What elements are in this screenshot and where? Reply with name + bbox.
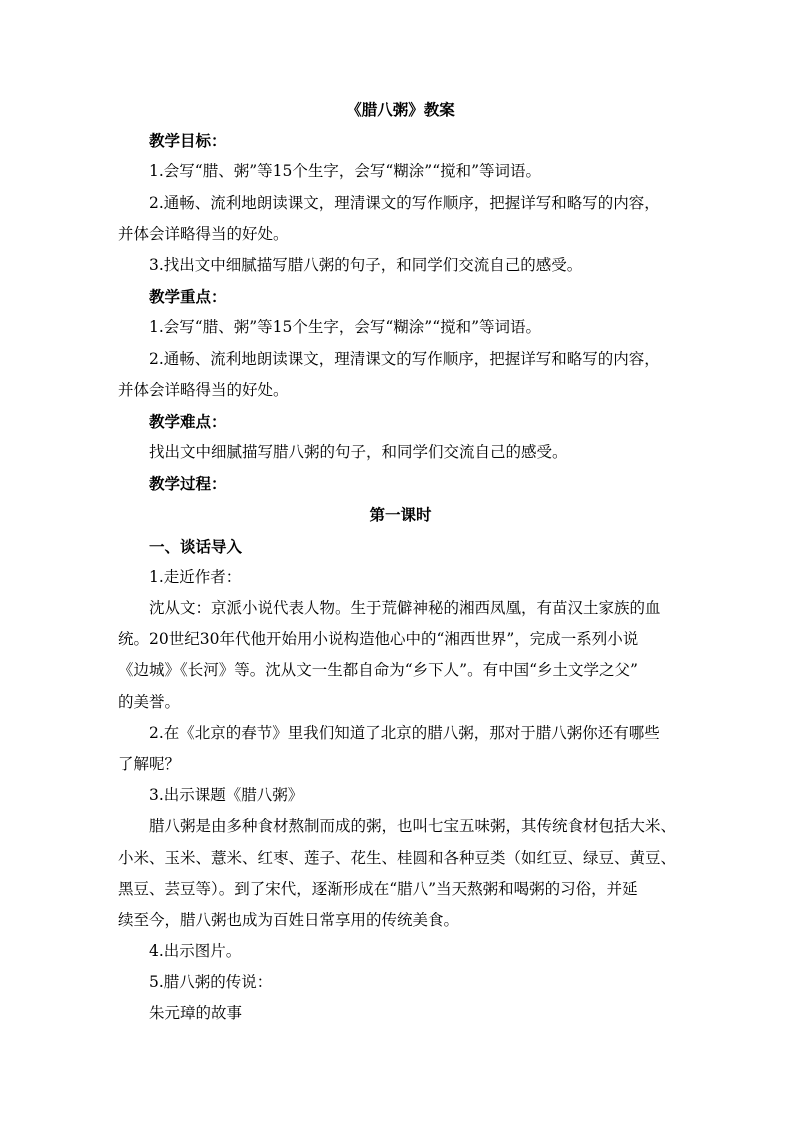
step-2-line-1: 2.在《北京的春节》里我们知道了北京的腊八粥，那对于腊八粥你还有哪些: [149, 723, 660, 742]
author-paragraph-line-1: 沈从文：京派小说代表人物。生于荒僻神秘的湘西凤凰，有苗汉土家族的血: [149, 599, 661, 617]
process-heading: 教学过程：: [149, 474, 227, 494]
intro-paragraph-line-3: 黑豆、芸豆等）。到了宋代，逐渐形成在“腊八”当天熬粥和喝粥的习俗，并延: [118, 879, 638, 898]
lesson-heading: 第一课时: [369, 505, 432, 525]
intro-paragraph-line-4: 续至今，腊八粥也成为百姓日常享用的传统美食。: [118, 910, 460, 929]
legend-title: 朱元璋的故事: [149, 1004, 243, 1023]
objectives-item-2-line-2: 并体会详略得当的好处。: [118, 224, 289, 243]
author-paragraph-line-2: 统。20世纪30年代他开始用小说构造他心中的“湘西世界”，完成一系列小说: [118, 630, 639, 649]
objectives-heading: 教学目标：: [149, 131, 227, 151]
author-paragraph-line-3: 《边城》《长河》等。沈从文一生都自命为“乡下人”。有中国“乡土文学之父”: [118, 661, 638, 680]
step-2-line-2: 了解呢？: [118, 754, 181, 773]
keypoints-heading: 教学重点：: [149, 287, 227, 307]
step-1: 1.走近作者：: [149, 567, 242, 586]
step-4: 4.出示图片。: [149, 942, 242, 961]
section-1-heading: 一、谈话导入: [149, 536, 243, 556]
author-paragraph-line-4: 的美誉。: [118, 692, 181, 711]
difficulties-item-1: 找出文中细腻描写腊八粥的句子，和同学们交流自己的感受。: [149, 443, 568, 462]
difficulties-heading: 教学难点：: [149, 411, 227, 431]
intro-paragraph-line-2: 小米、玉米、薏米、红枣、莲子、花生、桂圆和各种豆类（如红豆、绿豆、黄豆、: [118, 848, 677, 867]
step-3: 3.出示课题《腊八粥》: [149, 786, 304, 805]
keypoints-item-2-line-1: 2.通畅、流利地朗读课文，理清课文的写作顺序，把握详写和略写的内容，: [149, 349, 660, 368]
document-title: 《腊八粥》教案: [346, 100, 455, 119]
objectives-item-3: 3.找出文中细腻描写腊八粥的句子，和同学们交流自己的感受。: [149, 255, 583, 274]
step-5: 5.腊八粥的传说：: [149, 973, 273, 992]
intro-paragraph-line-1: 腊八粥是由多种食材熬制而成的粥，也叫七宝五味粥，其传统食材包括大米、: [149, 817, 677, 836]
lesson-plan-document: [118, 94, 683, 1030]
keypoints-item-1: 1.会写“腊、粥”等15个生字，会写“糊涂”“搅和”等词语。: [149, 318, 542, 337]
objectives-item-2-line-1: 2.通畅、流利地朗读课文，理清课文的写作顺序，把握详写和略写的内容，: [149, 193, 660, 212]
keypoints-item-2-line-2: 并体会详略得当的好处。: [118, 380, 289, 399]
objectives-item-1: 1.会写“腊、粥”等15个生字，会写“糊涂”“搅和”等词语。: [149, 162, 542, 181]
